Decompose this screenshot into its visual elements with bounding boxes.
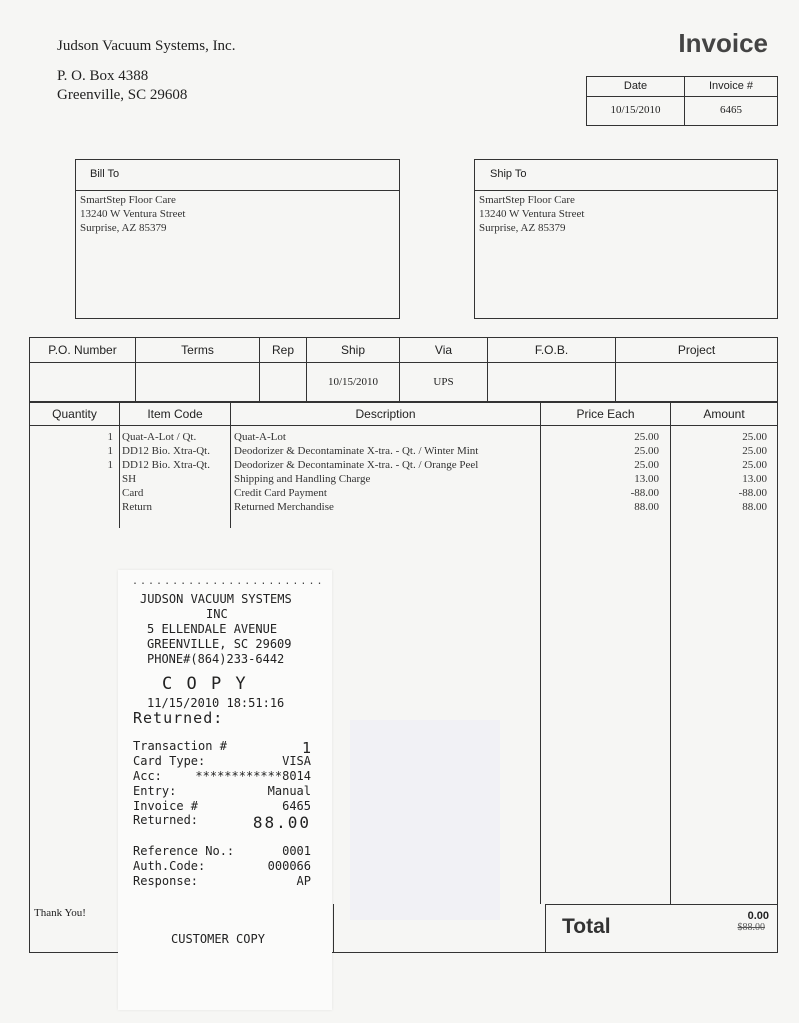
table-row <box>30 444 777 458</box>
credit-card-receipt <box>118 570 332 1010</box>
item-amount: 88.00 <box>742 501 767 513</box>
auth-code-label: Auth.Code: <box>133 859 206 873</box>
bill-to-line2: 13240 W Ventura Street <box>80 208 186 220</box>
receipt-datetime: 11/15/2010 18:51:16 <box>147 696 285 710</box>
receipt-returned-heading: Returned: <box>133 709 224 727</box>
card-type-value: VISA <box>282 754 311 768</box>
receipt-response-row <box>133 874 311 890</box>
ship-to-line3: Surprise, AZ 85379 <box>479 222 566 234</box>
item-amount: 25.00 <box>742 459 767 471</box>
item-code: DD12 Bio. Xtra-Qt. <box>122 445 210 457</box>
quantity-header: Quantity <box>52 407 97 421</box>
receipt-invoice-value: 6465 <box>282 799 311 813</box>
item-description: Returned Merchandise <box>234 501 334 513</box>
receipt-merchant-name: JUDSON VACUUM SYSTEMS <box>140 592 292 606</box>
date-label: Date <box>623 80 648 92</box>
receipt-invoice-label: Invoice # <box>133 799 199 813</box>
company-name: Judson Vacuum Systems, Inc. <box>57 38 236 54</box>
total-handwritten: 0.00 <box>747 910 769 922</box>
transaction-value: 1 <box>301 739 311 757</box>
reference-label: Reference No.: <box>133 844 235 858</box>
receipt-customer-copy: CUSTOMER COPY <box>171 932 265 946</box>
item-price-each: 25.00 <box>634 445 659 457</box>
amount-header: Amount <box>703 407 745 421</box>
item-price-each: 13.00 <box>634 473 659 485</box>
receipt-reference-row <box>133 844 311 860</box>
receipt-phone: PHONE#(864)233-6442 <box>147 652 285 666</box>
returned-label: Returned: <box>133 813 199 827</box>
bill-to-label: Bill To <box>90 168 120 180</box>
total-struck-amount: $88.00 <box>737 922 765 933</box>
item-description: Deodorizer & Decontaminate X-tra. - Qt. / Winter Mint <box>234 445 479 457</box>
receipt-street: 5 ELLENDALE AVENUE <box>147 622 278 636</box>
reference-value: 0001 <box>282 844 311 858</box>
receipt-tear-line: ........................ <box>132 576 325 587</box>
date-invoice-box <box>586 76 778 126</box>
terms-label: Terms <box>181 343 214 357</box>
item-price-each: 88.00 <box>634 501 659 513</box>
item-code: DD12 Bio. Xtra-Qt. <box>122 459 210 471</box>
table-row <box>30 472 777 486</box>
item-price-each: -88.00 <box>630 487 659 499</box>
receipt-entry-row <box>133 784 311 800</box>
receipt-card-type-row <box>133 754 311 770</box>
total-label: Total <box>562 915 611 938</box>
item-quantity: 1 <box>107 445 113 457</box>
receipt-merchant-suffix: INC <box>206 607 228 621</box>
account-label: Acc: <box>133 769 162 783</box>
rep-label: Rep <box>271 343 294 357</box>
item-amount: 25.00 <box>742 445 767 457</box>
table-row <box>30 430 777 444</box>
item-price-each: 25.00 <box>634 459 659 471</box>
bill-to-address <box>80 193 185 235</box>
receipt-transaction-row <box>133 739 311 755</box>
company-address <box>57 67 187 105</box>
ship-to-box <box>474 159 778 319</box>
returned-value: 88.00 <box>252 813 311 832</box>
bill-to-line3: Surprise, AZ 85379 <box>80 222 167 234</box>
entry-label: Entry: <box>133 784 177 798</box>
item-description: Shipping and Handling Charge <box>234 473 371 485</box>
ship-to-line2: 13240 W Ventura Street <box>479 208 585 220</box>
ship-to-label: Ship To <box>490 168 527 180</box>
invoice-number-label: Invoice # <box>708 80 754 92</box>
table-row <box>30 500 777 514</box>
item-description: Deodorizer & Decontaminate X-tra. - Qt. / Orange Peel <box>234 459 479 471</box>
via-label: Via <box>434 343 453 357</box>
item-amount: 25.00 <box>742 431 767 443</box>
item-code: Return <box>122 501 152 513</box>
item-description: Quat-A-Lot <box>234 431 286 443</box>
item-price-each: 25.00 <box>634 431 659 443</box>
ship-to-address <box>479 193 584 235</box>
page-title: Invoice <box>678 28 768 58</box>
receipt-auth-row <box>133 859 311 875</box>
item-amount: 13.00 <box>742 473 767 485</box>
bill-to-box <box>75 159 400 319</box>
response-label: Response: <box>133 874 199 888</box>
receipt-account-row <box>133 769 311 785</box>
company-address-line2: Greenville, SC 29608 <box>57 87 188 103</box>
ship-label: Ship <box>340 343 366 357</box>
auth-code-value: 000066 <box>267 859 311 873</box>
item-code-header: Item Code <box>147 407 203 421</box>
fob-label: F.O.B. <box>534 343 569 357</box>
po-number-label: P.O. Number <box>48 343 117 357</box>
project-label: Project <box>677 343 716 357</box>
item-code: Card <box>122 487 144 499</box>
transaction-label: Transaction # <box>133 739 227 753</box>
receipt-city: GREENVILLE, SC 29609 <box>147 637 292 651</box>
invoice-date: 10/15/2010 <box>610 104 661 116</box>
ship-to-line1: SmartStep Floor Care <box>479 194 575 206</box>
description-header: Description <box>355 407 416 421</box>
order-info-table <box>29 337 778 402</box>
account-value: ************8014 <box>195 769 311 783</box>
item-code: SH <box>122 473 137 485</box>
item-quantity: 1 <box>107 431 113 443</box>
table-row <box>30 458 777 472</box>
ship-via: UPS <box>433 376 454 388</box>
thank-you-note: Thank You! <box>34 907 86 919</box>
item-code: Quat-A-Lot / Qt. <box>122 431 197 443</box>
entry-value: Manual <box>267 784 311 798</box>
card-type-label: Card Type: <box>133 754 206 768</box>
bill-to-line1: SmartStep Floor Care <box>80 194 176 206</box>
receipt-copy-banner: C O P Y <box>162 674 248 694</box>
table-row <box>30 486 777 500</box>
invoice-number: 6465 <box>720 104 742 116</box>
item-quantity: 1 <box>107 459 113 471</box>
price-each-header: Price Each <box>576 407 635 421</box>
response-value: AP <box>296 874 311 888</box>
ship-date: 10/15/2010 <box>327 376 379 388</box>
receipt-returned-row <box>133 813 311 833</box>
scan-shadow <box>350 720 500 920</box>
item-amount: -88.00 <box>738 487 767 499</box>
company-address-line1: P. O. Box 4388 <box>57 68 149 84</box>
item-description: Credit Card Payment <box>234 487 327 499</box>
